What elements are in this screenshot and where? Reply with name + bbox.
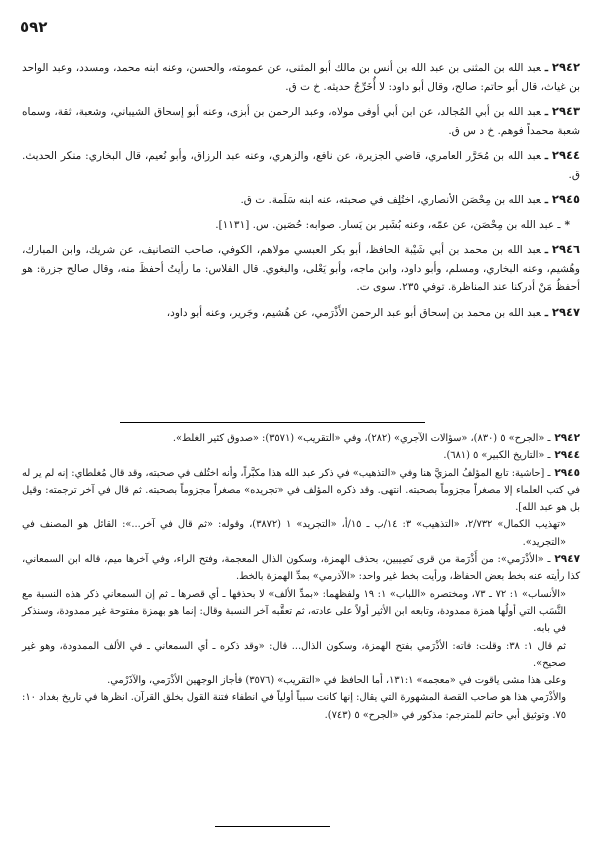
entry-marker: ـ [544,194,548,206]
footnote [22,430,580,447]
footnote [22,689,566,724]
entry-text: عبد الله بن مُحَرَّر العامري، قاضي الجزيرة، عن نافع، والزهري، وعنه عبد الرزاق، وأبو نُعيم، قال البخاري: منكر الحديث. ق. [22,150,580,181]
entry-number: ٢٩٤٧ [551,304,580,319]
footnote-text: ثم قال ١: ٣٨: وقلت: فاته: الأذْرَمي بفتح الهمزة، وسكون الذال... قال: «وقد ذكره ـ أي السمعاني ـ في الألف الممدودة، وهو غير صحيح». [22,640,567,669]
main-text [0,58,600,328]
footnote-text: «الأنساب» ١: ٧٢ ـ ٧٣، ومختصره «اللباب» ١: ١٩ ولفظهما: «بمدِّ الألف» لا بحذفها ـ أي قصرها ـ ثم إن السمعاني ذكر هذه النسبة مع النَّسَب التي أولُها همزة ممدودة، وتابعه ابن الأثير أولاً على عادته، ثم تعقَّبه آخر النسبة وقال: إنما هو بهمزة مفتوحة غير ممدودة، وسنذكر في بابه. [22,588,566,635]
entry-marker: ـ [544,150,548,162]
entry-text: عبد الله بن محمد بن أبي شَيْبة الحافظ، أبو بكر العبسي مولاهم، الكوفي، صاحب التصانيف، عن شريك، وابن المبارك، وهُشيم، وعنه البخاري، ومسلم، وأبو داود، وابن ماجه، وأبو يَعْلى، والبغوي. قال الفلاس: ما رأيتُ أحفظَ منه، وقال صالح جزرة: هو أحفظُ مَنْ أدركنا عند المناظرة. توفي ٢٣٥. سوى ت. [22,244,580,293]
footnote-text: «تهذيب الكمال» ٢/٧٣٢، «التذهيب» ٣: ١٤/ب ـ ١٥/أ، «التجريد» ١ (٣٨٧٢)، وقوله: «ثم قال في آخر...»: القائل هو المصنف في «التجريد». [22,519,566,548]
biography-entry [22,303,580,323]
footnote [22,516,566,551]
entry-marker: ـ [544,306,548,319]
footnote-number: ٢٩٤٧ [554,553,581,566]
footnote-text: «الجرح» ٥ (٨٣٠)، «سؤالات الآجري» (٢٨٢)، وفي «التقريب» (٣٥٧١): «صدوق كثير الغلط». [172,433,545,444]
footnote-text: «الأذْرَمي»: من أَذْرَمة من قرى نَصِيبين، بحذف الهمزة، وسكون الذال المعجمة، وفتح الراء، وفي آخرها ميم، قاله ابن السمعاني، كذا رأيته عنه بخط بعض الحفاظ، ورأيت بخط غير واحد: «الآذرمي» بمدِّ الهمزة بالخط. [22,554,580,583]
footnote [22,638,566,673]
footnote [22,447,580,464]
footnote [22,672,566,689]
biography-entry [22,146,580,184]
entry-number: ٢٩٤٣ [551,104,580,118]
footnote-number: ٢٩٤٥ [554,466,580,479]
entry-marker: * [564,218,570,231]
entry-number: ٢٩٤٤ [551,148,580,162]
biography-entry [22,240,580,297]
footnote-dash: ـ [544,450,551,462]
biography-entry [22,102,580,140]
biography-entry [22,216,570,235]
entry-number: ٢٩٤٥ [551,192,580,206]
footnotes [0,430,600,724]
footnote-number: ٢٩٤٢ [554,432,580,444]
entry-number: ٢٩٤٦ [551,242,580,256]
footnote [22,551,580,586]
footnote [22,465,580,517]
biography-entry [22,58,580,96]
footnote-text: وعلى هذا مشى ياقوت في «معجمه» ١٣١:١، أما الحافظ في «التقريب» (٣٥٧٦) فأجاز الوجهين الأذْرَمي، والآذَرْمي. [107,675,566,687]
footnote-divider [120,422,425,423]
page-number: ٥٩٢ [20,18,48,36]
entry-text: عبد الله بن المثنى بن عبد الله بن أنس بن مالك أبو المثنى، عن عمومته، والحسن، وعنه ابنه محمد، ومسدد، وعبد الواحد بن غياث، قال أبو حاتم: صالح، وقال أبو داود: لا أُخَرِّجُ حديثه. خ ت ق. [22,62,580,93]
bottom-rule [215,826,330,827]
footnote-text: [حاشية: تابع المؤلفُ المزيَّ هنا وفي «التذهيب» في ذكر عبد الله هذا مكبَّراً، وأنه اختُلف في صحبته، وقد قال مُغلطاي: إنه لم ير له في كتب العلماء إلا مصغراً مجزوماً بصحبته. انتهى. وقد ذكره المؤلف في «تجريده» مصغراً مجزوماً بصحبته. ثم قال في آخر ترجمته: وقيل بل هو عبد الله]. [22,467,580,514]
entry-marker: ـ [544,244,548,256]
footnote [22,586,566,638]
biography-entry [22,190,580,210]
entry-number: ٢٩٤٢ [551,60,580,74]
footnote-text: «التاريخ الكبير» ٥ (٦٨١). [443,450,545,462]
entry-text: ـ عبد الله بن مِحْصَن، عن عمّه، وعنه بُشَير بن يَسار. صوابه: حُصَين. س. [١١٣١]. [215,218,561,231]
entry-text: عبد الله بن مِحْصَن الأنصاري، اختُلِف في صحبته، عنه ابنه سَلَمة. ت ق. [240,194,541,206]
entry-marker: ـ [544,106,548,118]
footnote-number: ٢٩٤٤ [554,449,580,462]
entry-marker: ـ [544,62,548,74]
footnote-text: والأذْرَمي هذا هو صاحب القصة المشهورة التي يقال: إنها كانت سبباً أولياً في انطفاء فتنة القول بخلق القرآن. انظرها في تاريخ بغداد ١٠: ٧٥. وتوثيق أبي حاتم للمترجم: مذكور في «الجرح» ٥ (٧٤٣). [22,692,566,721]
footnote-dash: ـ [544,467,551,479]
entry-text: عبد الله بن أبي المُجالد، عن ابن أبي أوفى مولاه، وعبد الرحمن بن أبزى، وعنه أبو إسحاق الشيباني، وشعبة، ثقة، وسماه شعبة محمداً فوهم. خ د س ق. [22,106,580,137]
footnote-dash: ـ [544,433,551,444]
footnote-dash: ـ [543,554,551,566]
entry-text: عبد الله بن محمد بن إسحاق أبو عبد الرحمن الأَذْرَمي، عن هُشيم، وجَرير، وعنه أبو داود، [166,306,541,319]
